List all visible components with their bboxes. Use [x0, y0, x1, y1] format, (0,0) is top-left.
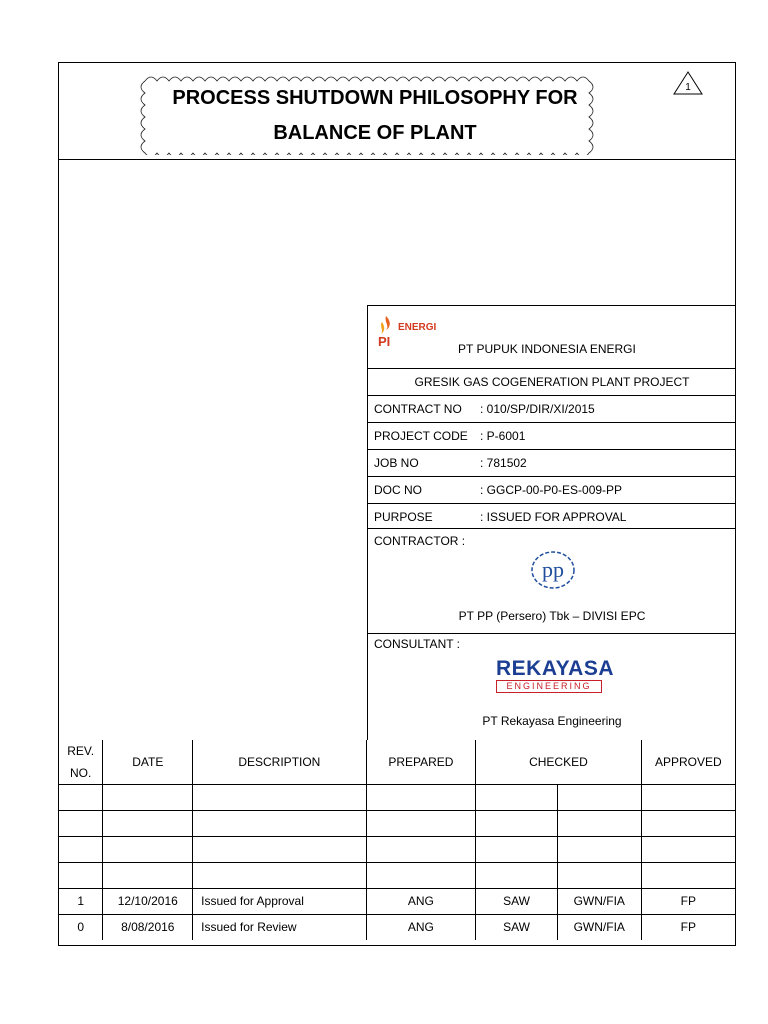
field-label: JOB NO — [374, 456, 419, 470]
rekayasa-logo-sub: ENGINEERING — [496, 680, 602, 693]
header-rev: REV. NO. — [59, 740, 103, 784]
field-value: : P-6001 — [480, 429, 526, 443]
table-row — [59, 784, 735, 810]
revision-table — [59, 740, 735, 940]
owner-name: PT PUPUK INDONESIA ENERGI — [458, 342, 636, 356]
project-cell — [368, 369, 736, 396]
document-title — [137, 81, 613, 151]
revision-marker: 1 — [685, 82, 691, 93]
field-value: : 781502 — [480, 456, 527, 470]
table-header-row — [59, 740, 735, 784]
header-description: DESCRIPTION — [193, 740, 366, 784]
field-row — [368, 423, 736, 450]
field-row — [368, 504, 736, 529]
field-label: DOC NO — [374, 483, 422, 497]
field-value: : GGCP-00-P0-ES-009-PP — [480, 483, 623, 497]
title-block-info — [367, 305, 736, 740]
logo-text: ENERGI — [398, 322, 437, 333]
field-label: PROJECT CODE — [374, 429, 468, 443]
table-row — [59, 862, 735, 888]
field-label: PURPOSE — [374, 510, 433, 524]
field-row — [368, 396, 736, 423]
consultant-name: PT Rekayasa Engineering — [482, 714, 622, 728]
consultant-label: CONSULTANT : — [374, 637, 461, 651]
field-value: : 010/SP/DIR/XI/2015 — [480, 402, 595, 416]
table-row — [59, 810, 735, 836]
document-frame — [58, 62, 736, 946]
header-prepared: PREPARED — [366, 740, 476, 784]
owner-cell — [368, 306, 736, 369]
table-row: 1 12/10/2016 Issued for Approval ANG SAW GWN/FIA FP — [59, 888, 735, 914]
header-approved: APPROVED — [641, 740, 735, 784]
pp-logo — [530, 550, 576, 590]
contractor-name: PT PP (Persero) Tbk – DIVISI EPC — [458, 609, 646, 623]
logo-prefix: PI — [378, 334, 391, 349]
table-row — [59, 836, 735, 862]
table-row: 0 8/08/2016 Issued for Review ANG SAW GWN/FIA FP — [59, 914, 735, 940]
rekayasa-logo-text: REKAYASA — [496, 657, 614, 680]
field-label: CONTRACT NO — [374, 402, 462, 416]
title-line-2: BALANCE OF PLANT — [273, 122, 477, 144]
field-row — [368, 477, 736, 504]
rekayasa-logo — [496, 657, 614, 700]
contractor-cell — [368, 529, 736, 634]
project-name: GRESIK GAS COGENERATION PLANT PROJECT — [414, 375, 690, 389]
revision-triangle-icon — [673, 71, 703, 100]
pp-logo-text: pp — [542, 557, 564, 582]
field-value: : ISSUED FOR APPROVAL — [480, 510, 627, 524]
title-block — [59, 63, 735, 160]
pi-energi-logo — [376, 314, 446, 354]
header-checked: CHECKED — [476, 740, 641, 784]
field-row — [368, 450, 736, 477]
consultant-cell — [368, 634, 736, 740]
header-date: DATE — [103, 740, 193, 784]
title-line-1: PROCESS SHUTDOWN PHILOSOPHY FOR — [172, 87, 578, 109]
contractor-label: CONTRACTOR : — [374, 534, 466, 548]
